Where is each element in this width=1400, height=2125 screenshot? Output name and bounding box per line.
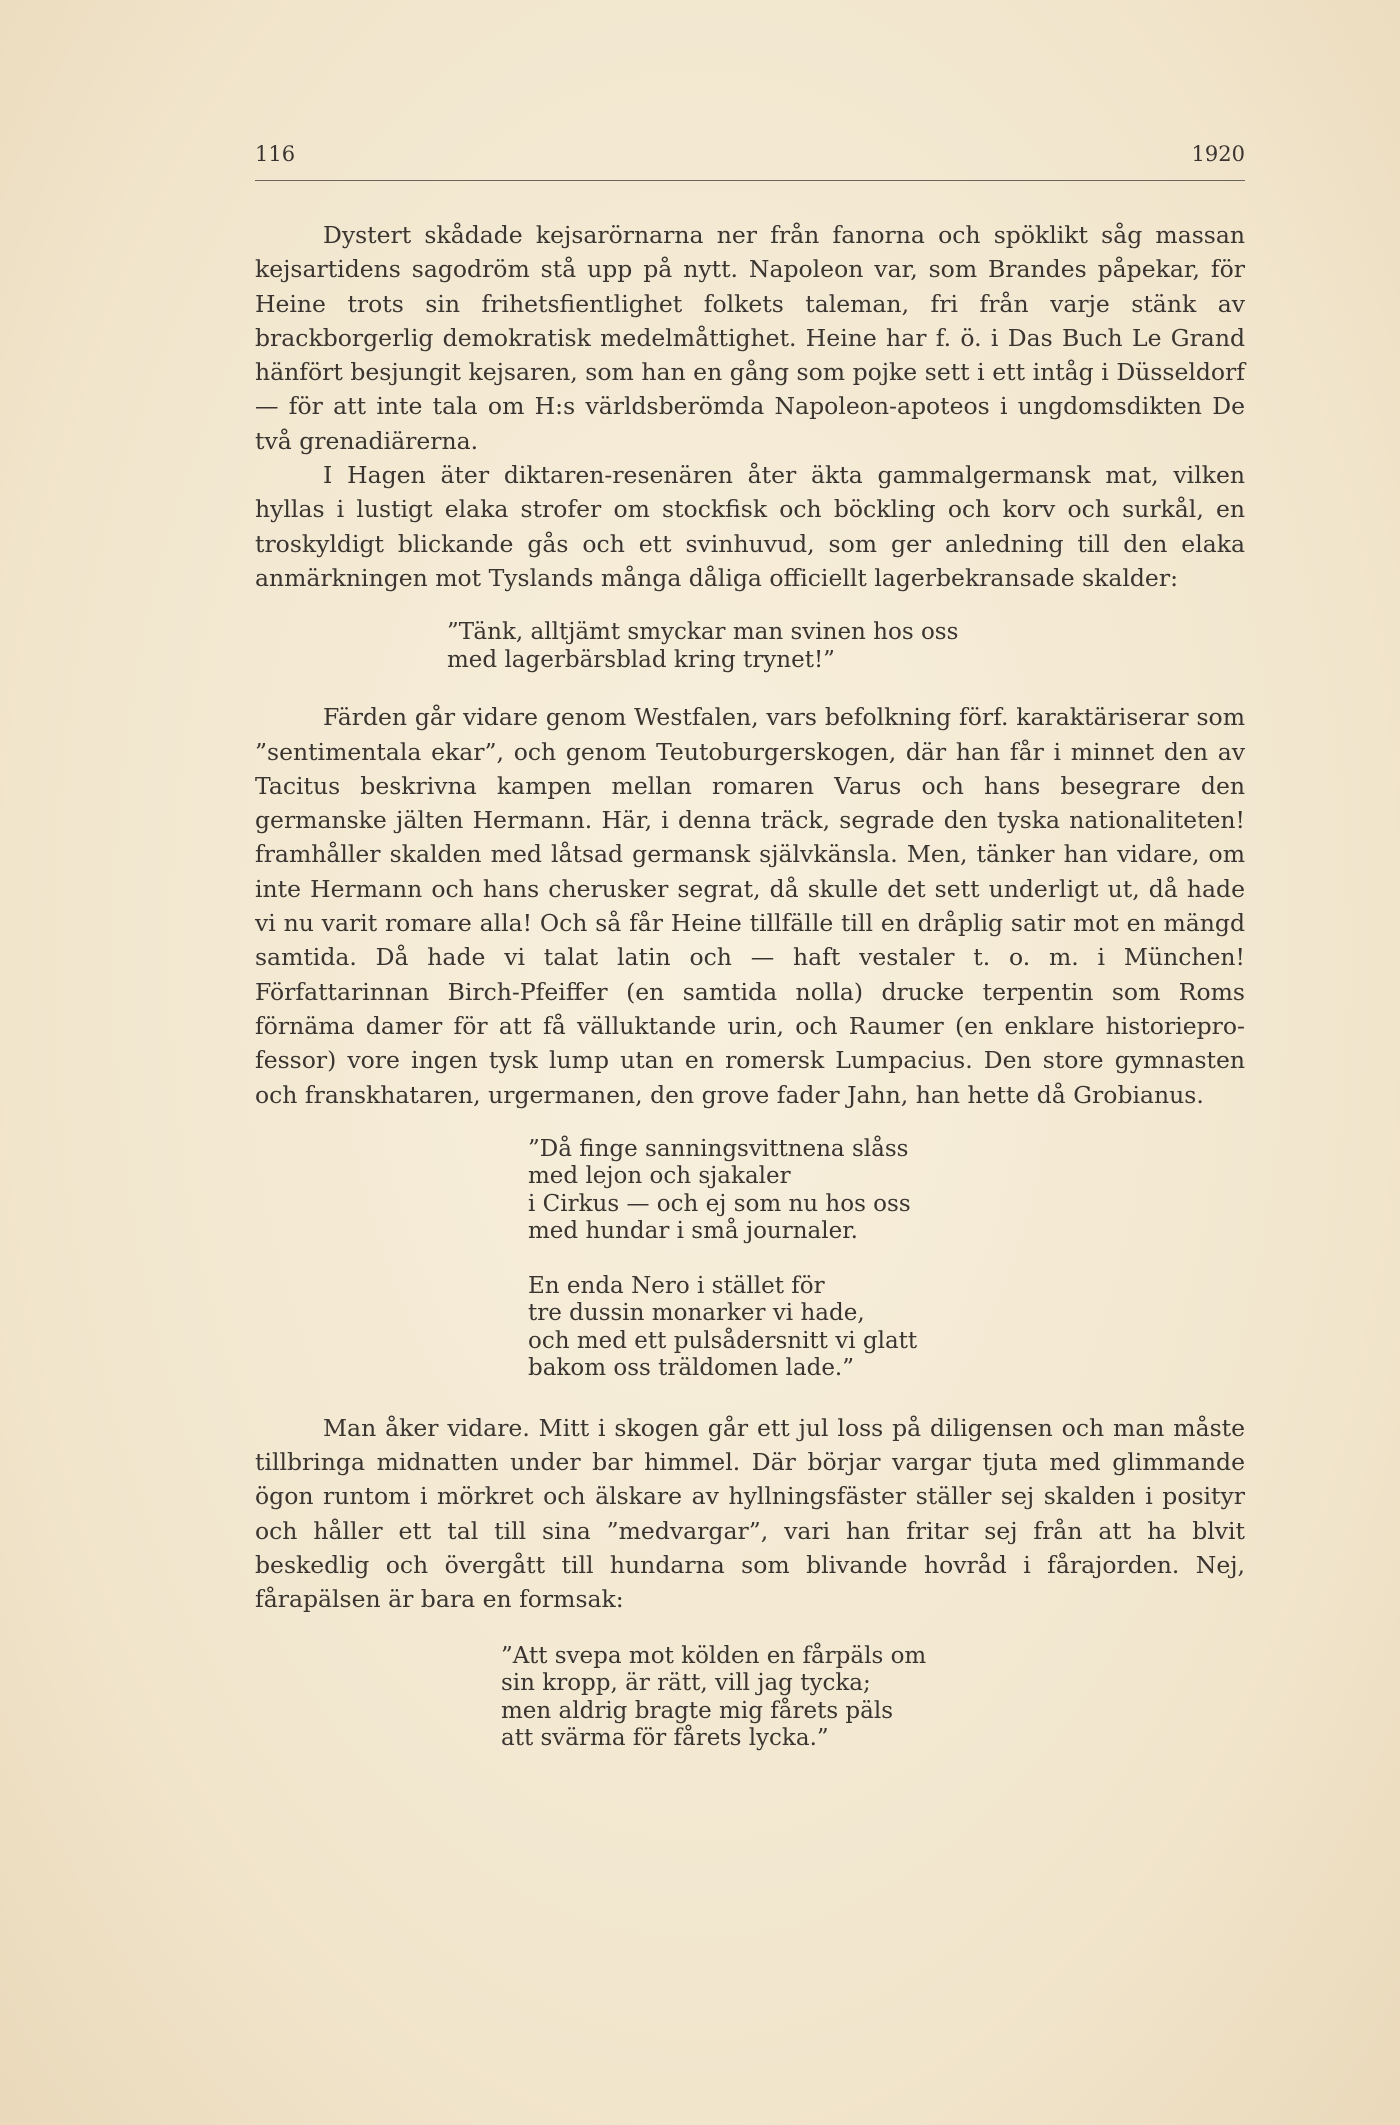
verse-quote bbox=[447, 619, 1245, 674]
verse-stanza bbox=[447, 619, 1245, 674]
verse-line: men aldrig bragte mig fårets päls bbox=[501, 1697, 894, 1724]
verse-stanza bbox=[528, 1273, 1245, 1383]
verse-stanza bbox=[501, 1643, 1245, 1753]
paragraph: Färden går vidare genom Westfalen, vars befolkning förf. karaktäriserar som ”sentimentala ekar”, och genom Teutoburgerskogen, där han får i minnet den av Tacitus beskrivna kampen mellan romaren Varus och hans besegrare den germanske jälten Hermann. Här, i denna träck, segrade den tyska nationaliteten! framhåller skalden med låtsad germansk självkänsla. Men, tänker han vidare, om inte Hermann och hans cherusker segrat, då skulle det sett underligt ut, då hade vi nu varit romare alla! Och så får Heine tillfälle till en dråplig satir mot en mängd samtida. Då hade vi talat latin och — haft vestaler t. o. m. i München! Författarinnan Birch-Pfeiffer (en samtida nolla) drucke terpentin som Roms förnäma damer för att få välluktande urin, och Raumer (en enklare historieprofessor) vore ingen tysk lump utan en romersk Lumpacius. Den store gymnasten och franskhataren, urgermanen, den grove fader Jahn, han hette då Grobianus. bbox=[255, 703, 1245, 1109]
verse-quote bbox=[501, 1643, 1245, 1753]
paragraph: Man åker vidare. Mitt i skogen går ett jul loss på diligensen och man måste tillbringa midnatten under bar himmel. Där börjar vargar tjuta med glimmande ögon runtom i mörkret och älskare av hyllningsfäster ställer sej skalden i posityr och håller ett tal till sina ”medvargar”, vari han fritar sej från att ha blvit beskedlig och övergått till hundarna som blivande hovråd i fårajorden. Nej, fårapälsen är bara en formsak: bbox=[255, 1413, 1245, 1614]
running-header bbox=[255, 140, 1245, 181]
header-year: 1920 bbox=[1191, 142, 1245, 166]
verse-line: ”Att svepa mot kölden en fårpäls om bbox=[501, 1642, 927, 1669]
page-number: 116 bbox=[255, 142, 296, 166]
verse-line: att svärma för fårets lycka.” bbox=[501, 1725, 829, 1752]
page-body bbox=[255, 218, 1245, 1753]
verse-line: med lejon och sjakaler bbox=[528, 1163, 791, 1190]
verse-quote bbox=[528, 1136, 1245, 1383]
verse-line: med hundar i små journaler. bbox=[528, 1218, 858, 1245]
verse-line: tre dussin monarker vi hade, bbox=[528, 1300, 865, 1327]
verse-line: ”Då finge sanningsvittnena slåss bbox=[528, 1135, 909, 1162]
paragraph: I Hagen äter diktaren-resenären åter äkta gammalgermansk mat, vilken hyllas i lustigt elaka strofer om stockfisk och böckling och korv och surkål, en troskyldigt blickande gås och ett svinhuvud, som ger anledning till den elaka anmärkningen mot Tyslands många dåliga officiellt lagerbekransade skalder: bbox=[255, 461, 1245, 592]
paragraph: Dystert skådade kejsarörnarna ner från fanorna och spöklikt såg massan kejsartidens sagodröm stå upp på nytt. Napoleon var, som Brandes påpekar, för Heine trots sin frihetsfientlighet folkets taleman, fri från varje stänk av brackborgerlig demokratisk medelmåttighet. Heine har f. ö. i Das Buch Le Grand hänfört besjungit kejsaren, som han en gång som pojke sett i ett intåg i Düsseldorf — för att inte tala om H:s världsberömda Napoleon-apoteos i ungdomsdikten De två grenadiärerna. bbox=[255, 221, 1245, 455]
verse-line: med lagerbärsblad kring trynet!” bbox=[447, 646, 835, 673]
verse-line: i Cirkus — och ej som nu hos oss bbox=[528, 1190, 911, 1217]
verse-line: och med ett pulsådersnitt vi glatt bbox=[528, 1327, 918, 1354]
verse-line: bakom oss träldomen lade.” bbox=[528, 1355, 854, 1382]
verse-line: En enda Nero i stället för bbox=[528, 1272, 825, 1299]
verse-line: ”Tänk, alltjämt smyckar man svinen hos oss bbox=[447, 619, 959, 646]
verse-line: sin kropp, är rätt, vill jag tycka; bbox=[501, 1670, 871, 1697]
verse-stanza bbox=[528, 1136, 1245, 1246]
